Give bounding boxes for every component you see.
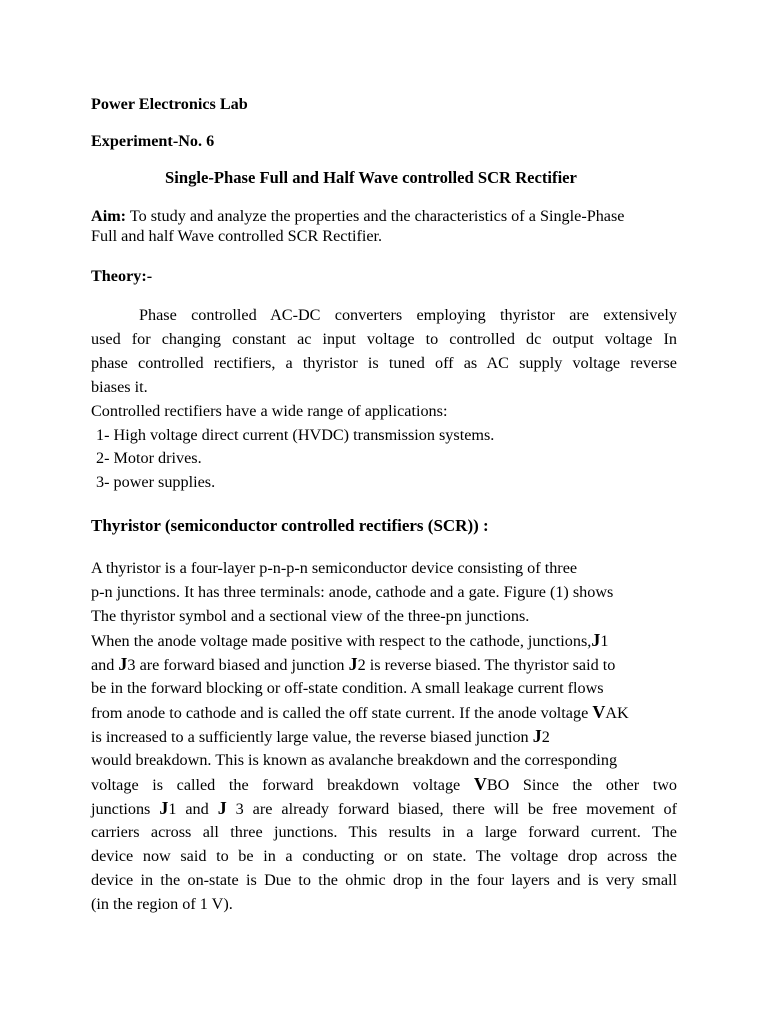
applications-intro: Controlled rectifiers have a wide range of applications: (91, 402, 448, 420)
thyristor-line-11: junctions J1 and J 3 are already forward biased, there will be free movement of (91, 798, 678, 818)
experiment-number: Experiment-No. 6 (91, 132, 215, 150)
theory-p1-line-2: used for changing constant ac input voltage to controlled dc output voltage In (91, 330, 677, 348)
thyristor-line-9: would breakdown. This is known as avalanche breakdown and the corresponding (91, 751, 618, 769)
thyristor-line-2: p-n junctions. It has three terminals: anode, cathode and a gate. Figure (1) shows (91, 583, 614, 601)
lab-name: Power Electronics Lab (91, 95, 248, 113)
thyristor-heading: Thyristor (semiconductor controlled rectifiers (SCR)) : (91, 516, 489, 535)
thyristor-line-12: carriers across all three junctions. This results in a large forward current. The (91, 823, 677, 841)
thyristor-line-3: The thyristor symbol and a sectional view of the three-pn junctions. (91, 607, 530, 625)
theory-p1-line-4: biases it. (91, 378, 148, 396)
thyristor-line-1: A thyristor is a four-layer p-n-p-n semiconductor device consisting of three (91, 559, 578, 577)
aim-text-1: To study and analyze the properties and the characteristics of a Single-Phase (126, 207, 625, 225)
thyristor-line-14: device in the on-state is Due to the ohmic drop in the four layers and is very small (91, 871, 677, 889)
aim-label: Aim: (91, 207, 127, 225)
thyristor-line-4: When the anode voltage made positive with respect to the cathode, junctions,J1 (91, 630, 609, 650)
theory-heading: Theory:- (91, 267, 153, 285)
thyristor-line-10: voltage is called the forward breakdown voltage VBO Since the other two (91, 774, 677, 794)
document-title: Single-Phase Full and Half Wave controlled SCR Rectifier (165, 168, 577, 187)
thyristor-line-7: from anode to cathode and is called the off state current. If the anode voltage VAK (91, 702, 629, 722)
list-item: 1- High voltage direct current (HVDC) transmission systems. (96, 426, 495, 444)
list-item: 2- Motor drives. (96, 449, 202, 467)
thyristor-line-13: device now said to be in a conducting or on state. The voltage drop across the (91, 847, 677, 865)
list-item: 3- power supplies. (96, 473, 216, 491)
thyristor-line-15: (in the region of 1 V). (91, 895, 233, 913)
thyristor-line-6: be in the forward blocking or off-state condition. A small leakage current flows (91, 679, 604, 697)
aim-line-1 (91, 206, 677, 226)
thyristor-line-5: and J3 are forward biased and junction J2 is reverse biased. The thyristor said to (91, 654, 616, 674)
theory-p1-line-3: phase controlled rectifiers, a thyristor is tuned off as AC supply voltage reverse (91, 354, 677, 372)
thyristor-line-8: is increased to a sufficiently large value, the reverse biased junction J2 (91, 726, 550, 746)
theory-p1-line-1: Phase controlled AC-DC converters employing thyristor are extensively (139, 306, 677, 324)
aim-line-2: Full and half Wave controlled SCR Rectifier. (91, 227, 383, 245)
